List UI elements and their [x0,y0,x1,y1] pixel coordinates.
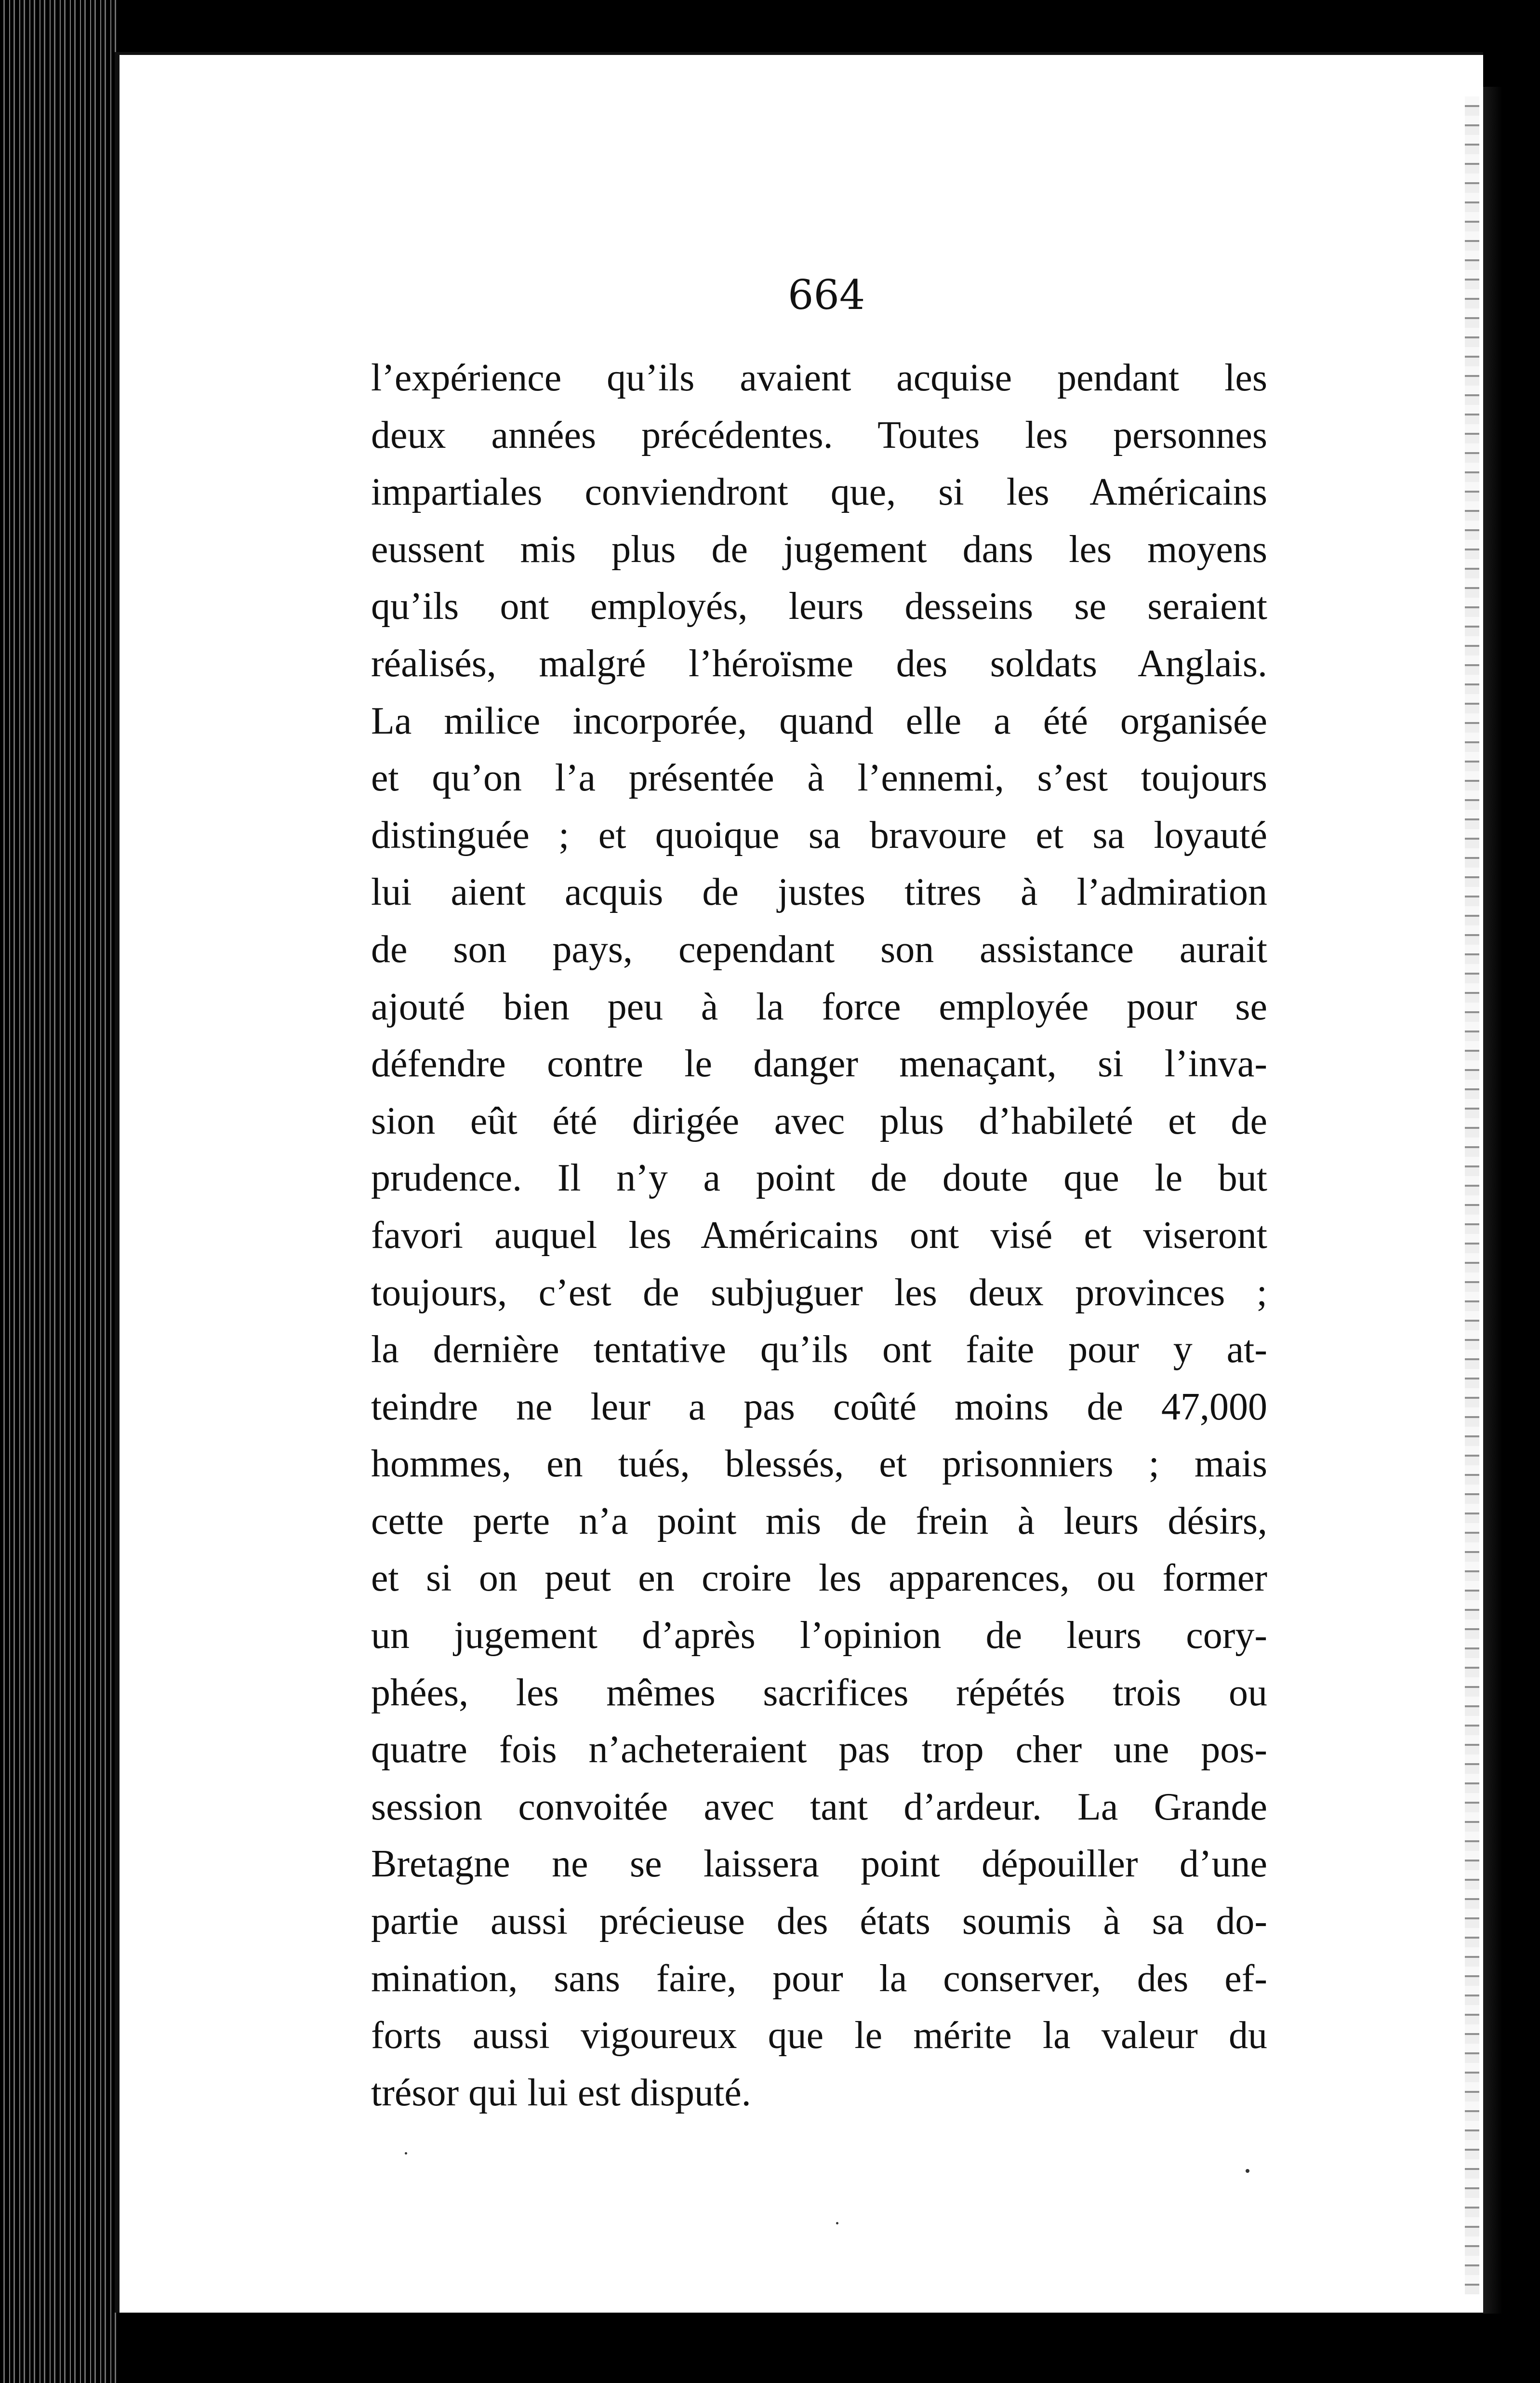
text-line: favori auquel les Américains ont visé et viseront [371,1214,1267,1257]
text-line: quatre fois n’acheteraient pas trop cher une pos- [371,1728,1267,1771]
text-line: qu’ils ont employés, leurs desseins se seraient [371,585,1267,628]
text-line: et si on peut en croire les apparences, ou former [371,1557,1267,1600]
text-line: la dernière tentative qu’ils ont faite pour y at- [371,1328,1267,1371]
page-number: 664 [788,271,865,319]
binding-gutter [0,0,120,2383]
text-line: de son pays, cependant son assistance aurait [371,928,1267,971]
text-line: La milice incorporée, quand elle a été organisée [371,699,1267,742]
text-line: impartiales conviendront que, si les Américains [371,471,1267,514]
text-line: réalisés, malgré l’héroïsme des soldats Anglais. [371,642,1267,685]
text-line: partie aussi précieuse des états soumis à sa do- [371,1900,1267,1943]
text-line: deux années précédentes. Toutes les personnes [371,414,1267,456]
text-line: l’expérience qu’ils avaient acquise pendant les [371,357,1267,399]
ink-speck [836,2222,838,2224]
text-line: toujours, c’est de subjuguer les deux provinces ; [371,1271,1267,1314]
text-line-last: trésor qui lui est disputé. [371,2071,751,2114]
body-text [371,349,1267,2121]
text-line: hommes, en tués, blessés, et prisonniers ; mais [371,1443,1267,1486]
text-line: forts aussi vigoureux que le mérite la valeur du [371,2014,1267,2057]
text-line: prudence. Il n’y a point de doute que le but [371,1157,1267,1200]
text-line: et qu’on l’a présentée à l’ennemi, s’est toujours [371,757,1267,800]
text-line: cette perte n’a point mis de frein à leurs désirs, [371,1499,1267,1542]
text-line: Bretagne ne se laissera point dépouiller d’une [371,1843,1267,1886]
ink-speck [1246,2169,1249,2173]
text-line: eussent mis plus de jugement dans les moyens [371,528,1267,571]
text-line: distinguée ; et quoique sa bravoure et sa loyauté [371,814,1267,857]
text-line: teindre ne leur a pas coûté moins de 47,000 [371,1385,1267,1428]
text-line: un jugement d’après l’opinion de leurs cory- [371,1614,1267,1657]
ink-speck [405,2152,407,2155]
text-line: sion eût été dirigée avec plus d’habileté et de [371,1099,1267,1142]
right-page-edge [1483,87,1540,2314]
text-line: phées, les mêmes sacrifices répétés trois ou [371,1671,1267,1714]
text-line: mination, sans faire, pour la conserver, des ef- [371,1957,1267,2000]
text-line: lui aient acquis de justes titres à l’admiration [371,871,1267,914]
text-line: ajouté bien peu à la force employée pour se [371,985,1267,1028]
page-edge-strip [1465,96,1479,2294]
text-line: session convoitée avec tant d’ardeur. La Grande [371,1785,1267,1828]
text-line: défendre contre le danger menaçant, si l’inva- [371,1043,1267,1085]
